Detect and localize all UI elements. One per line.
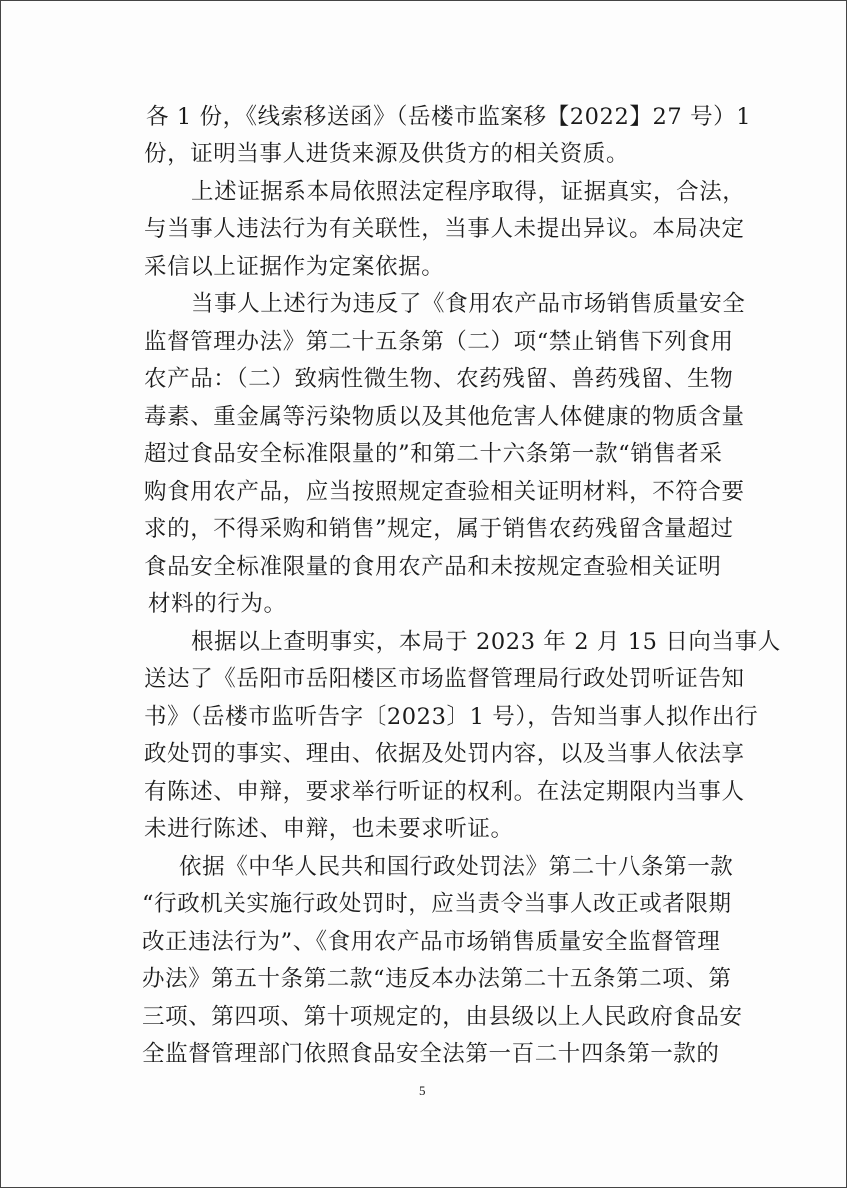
text-line: 份，证明当事人进货来源及供货方的相关资质。 — [144, 141, 630, 167]
text-line: 与当事人违法行为有关联性，当事人未提出异议。本局决定 — [144, 216, 745, 242]
text-line: 上述证据系本局依照法定程序取得，证据真实，合法， — [191, 179, 746, 205]
text-line: 各 1 份，《线索移送函》（岳楼市监案移【2022】27 号）1 — [146, 104, 752, 130]
text-line: 办法》第五十条第二款“违反本办法第二十五条第二项、第 — [142, 966, 732, 992]
text-line: 采信以上证据作为定案依据。 — [144, 254, 445, 280]
text-line: 毒素、重金属等污染物质以及其他危害人体健康的物质含量 — [144, 404, 745, 430]
text-line: 依据《中华人民共和国行政处罚法》第二十八条第一款 — [179, 854, 734, 880]
text-line: 根据以上查明事实，本局于 2023 年 2 月 15 日向当事人 — [191, 629, 781, 655]
text-line: 超过食品安全标准限量的”和第二十六条第一款“销售者采 — [144, 441, 723, 467]
text-line: 有陈述、申辩，要求举行听证的权利。在法定期限内当事人 — [144, 779, 745, 805]
text-line: 政处罚的事实、理由、依据及处罚内容，以及当事人依法享 — [144, 741, 745, 767]
text-line: 书》（岳楼市监听告字〔2023〕1 号），告知当事人拟作出行 — [144, 704, 759, 730]
text-line: 农产品：（二）致病性微生物、农药残留、兽药残留、生物 — [144, 366, 734, 392]
text-line: 改正违法行为”、《食用农产品市场销售质量安全监督管理 — [142, 929, 721, 955]
page-number: 5 — [419, 1083, 426, 1098]
text-line: “行政机关实施行政处罚时，应当责令当事人改正或者限期 — [142, 891, 732, 917]
text-line: 未进行陈述、申辩，也未要求听证。 — [144, 816, 514, 842]
text-line: 购食用农产品，应当按照规定查验相关证明材料，不符合要 — [144, 479, 745, 505]
text-line: 监督管理办法》第二十五条第（二）项“禁止销售下列食用 — [144, 329, 734, 355]
text-line: 食品安全标准限量的食用农产品和未按规定查验相关证明 — [144, 554, 722, 580]
text-line: 求的，不得采购和销售”规定，属于销售农药残留含量超过 — [144, 516, 734, 542]
text-line: 材料的行为。 — [148, 591, 287, 617]
text-line: 送达了《岳阳市岳阳楼区市场监督管理局行政处罚听证告知 — [144, 666, 745, 692]
text-line: 全监督管理部门依照食品安全法第一百二十四条第一款的 — [142, 1041, 720, 1067]
text-line: 当事人上述行为违反了《食用农产品市场销售质量安全 — [191, 291, 746, 317]
text-line: 三项、第四项、第十项规定的，由县级以上人民政府食品安 — [142, 1004, 743, 1030]
